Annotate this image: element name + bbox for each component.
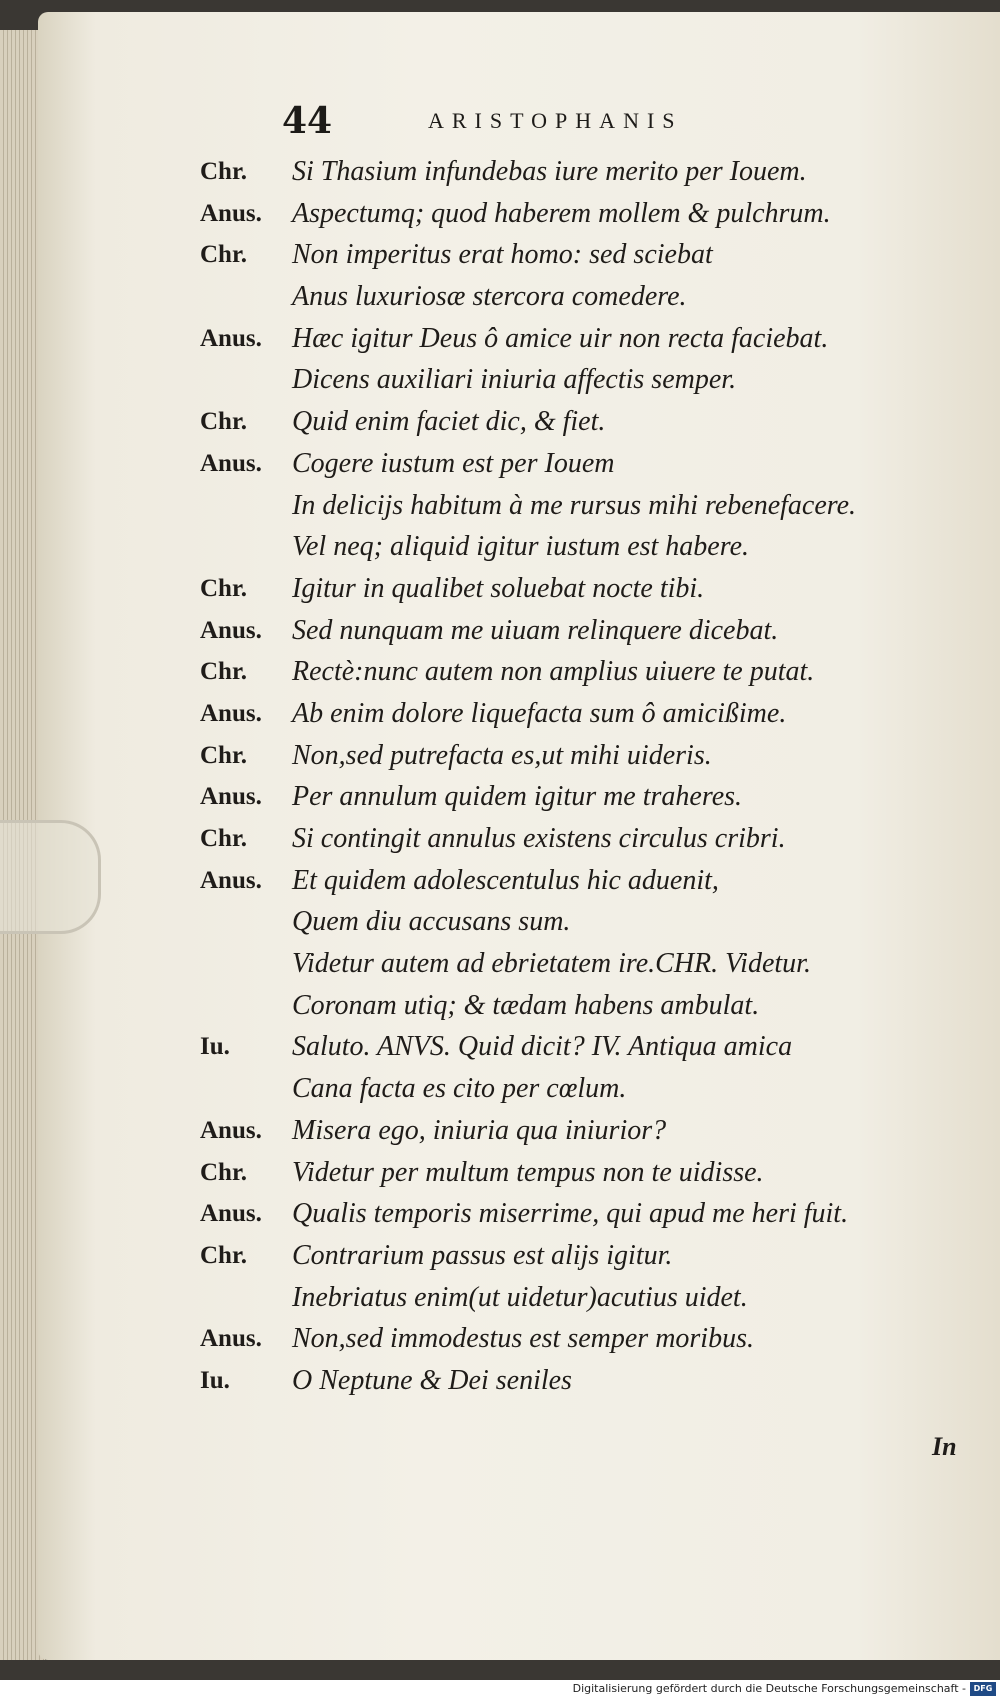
dfg-logo: DFG: [970, 1682, 996, 1696]
page-clip: [0, 820, 101, 934]
speaker-label: Chr.: [200, 158, 248, 185]
page-number: 44: [282, 100, 333, 142]
verse-text: Contrarium passus est alijs igitur.: [292, 1239, 673, 1271]
verse-text: Et quidem adolescentulus hic aduenit,: [292, 864, 719, 896]
verse-text: Rectè:nunc autem non amplius uiuere te putat.: [292, 656, 815, 688]
speaker-label: Iu.: [200, 1366, 230, 1394]
verse-block: [200, 150, 960, 1401]
verse-line: [200, 1317, 960, 1359]
verse-text: In delicijs habitum à me rursus mihi rebenefacere.: [292, 489, 857, 521]
verse-line: [200, 650, 960, 692]
verse-text: Dicens auxiliari iniuria affectis semper.: [292, 364, 737, 396]
verse-text: Quid enim faciet dic, & fiet.: [292, 406, 606, 438]
verse-line: [200, 442, 960, 484]
verse-text: Ab enim dolore liquefacta sum ô amicißime.: [292, 697, 787, 729]
speaker-label: Anus.: [200, 1325, 262, 1353]
verse-text: Misera ego, iniuria qua iniurior?: [292, 1114, 667, 1146]
speaker-label: Anus.: [200, 783, 262, 811]
verse-text: Videtur per multum tempus non te uidisse.: [292, 1156, 764, 1188]
verse-line: [200, 1276, 960, 1318]
verse-text: Qualis temporis miserrime, qui apud me heri fuit.: [292, 1198, 849, 1230]
catchword: In: [932, 1432, 957, 1461]
verse-line: [200, 317, 960, 359]
verse-line: [200, 567, 960, 609]
verse-line: [200, 692, 960, 734]
verse-line: [200, 859, 960, 901]
verse-text: Sed nunquam me uiuam relinquere dicebat.: [292, 614, 779, 646]
verse-line: [200, 1359, 960, 1401]
speaker-label: Chr.: [200, 825, 248, 852]
verse-text: Vel neq; aliquid igitur iustum est habere.: [292, 531, 750, 563]
verse-text: O Neptune & Dei seniles: [292, 1364, 572, 1396]
verse-line: [200, 358, 960, 400]
verse-line: [200, 1192, 960, 1234]
verse-line: [200, 233, 960, 275]
verse-text: Videtur autem ad ebrietatem ire.CHR. Videtur.: [292, 948, 811, 980]
speaker-label: Chr.: [200, 574, 248, 602]
speaker-label: Chr.: [200, 408, 248, 436]
verse-line: [200, 525, 960, 567]
speaker-label: Anus.: [200, 449, 262, 477]
speaker-label: Chr.: [200, 658, 248, 686]
verse-line: [200, 1025, 960, 1067]
verse-line: [200, 942, 960, 984]
verse-line: [200, 900, 960, 942]
speaker-label: Anus.: [200, 616, 262, 644]
footer-credit: Digitalisierung gefördert durch die Deutsche Forschungsgemeinschaft -: [572, 1682, 966, 1695]
verse-text: Aspectumq; quod haberem mollem & pulchrum.: [292, 197, 831, 229]
verse-text: Quem diu accusans sum.: [292, 906, 571, 938]
verse-line: [200, 1151, 960, 1193]
speaker-label: Chr.: [200, 1241, 248, 1269]
speaker-label: Anus.: [200, 1200, 262, 1228]
verse-line: [200, 275, 960, 317]
verse-text: Coronam utiq; & tædam habens ambulat.: [292, 989, 760, 1021]
verse-text: Igitur in qualibet soluebat nocte tibi.: [292, 572, 705, 604]
running-title: ARISTOPHANIS: [428, 108, 683, 133]
verse-line: [200, 734, 960, 776]
verse-line: [200, 609, 960, 651]
speaker-label: Anus.: [200, 866, 262, 894]
speaker-label: Anus.: [200, 699, 262, 727]
verse-text: Si contingit annulus existens circulus cribri.: [292, 823, 786, 854]
verse-line: [200, 1109, 960, 1151]
digitization-footer: [0, 1680, 1000, 1700]
verse-line: [200, 150, 960, 192]
verse-text: Cana facta es cito per cœlum.: [292, 1073, 627, 1105]
speaker-label: Chr.: [200, 1158, 248, 1186]
verse-text: Inebriatus enim(ut uidetur)acutius uidet.: [292, 1281, 748, 1313]
verse-line: [200, 192, 960, 234]
running-head: [282, 100, 683, 142]
verse-text: Non,sed putrefacta es,ut mihi uideris.: [292, 739, 712, 771]
verse-text: Non imperitus erat homo: sed sciebat: [292, 239, 713, 271]
verse-text: Hæc igitur Deus ô amice uir non recta faciebat.: [292, 322, 829, 354]
verse-text: Non,sed immodestus est semper moribus.: [292, 1323, 754, 1355]
verse-text: Saluto. ANVS. Quid dicit? IV. Antiqua amica: [292, 1031, 793, 1063]
verse-text: Anus luxuriosæ stercora comedere.: [292, 281, 687, 313]
verse-line: [200, 817, 960, 859]
verse-text: Cogere iustum est per Iouem: [292, 447, 615, 479]
speaker-label: Anus.: [200, 1116, 262, 1144]
verse-line: [200, 775, 960, 817]
speaker-label: Anus.: [200, 324, 262, 352]
speaker-label: Chr.: [200, 241, 248, 269]
verse-line: [200, 400, 960, 442]
verse-line: [200, 484, 960, 526]
verse-line: [200, 984, 960, 1026]
verse-text: Per annulum quidem igitur me traheres.: [292, 781, 743, 813]
speaker-label: Iu.: [200, 1033, 230, 1061]
speaker-label: Anus.: [200, 199, 262, 227]
verse-text: Si Thasium infundebas iure merito per Iouem.: [292, 156, 807, 187]
speaker-label: Chr.: [200, 741, 248, 769]
verse-line: [200, 1234, 960, 1276]
verse-line: [200, 1067, 960, 1109]
